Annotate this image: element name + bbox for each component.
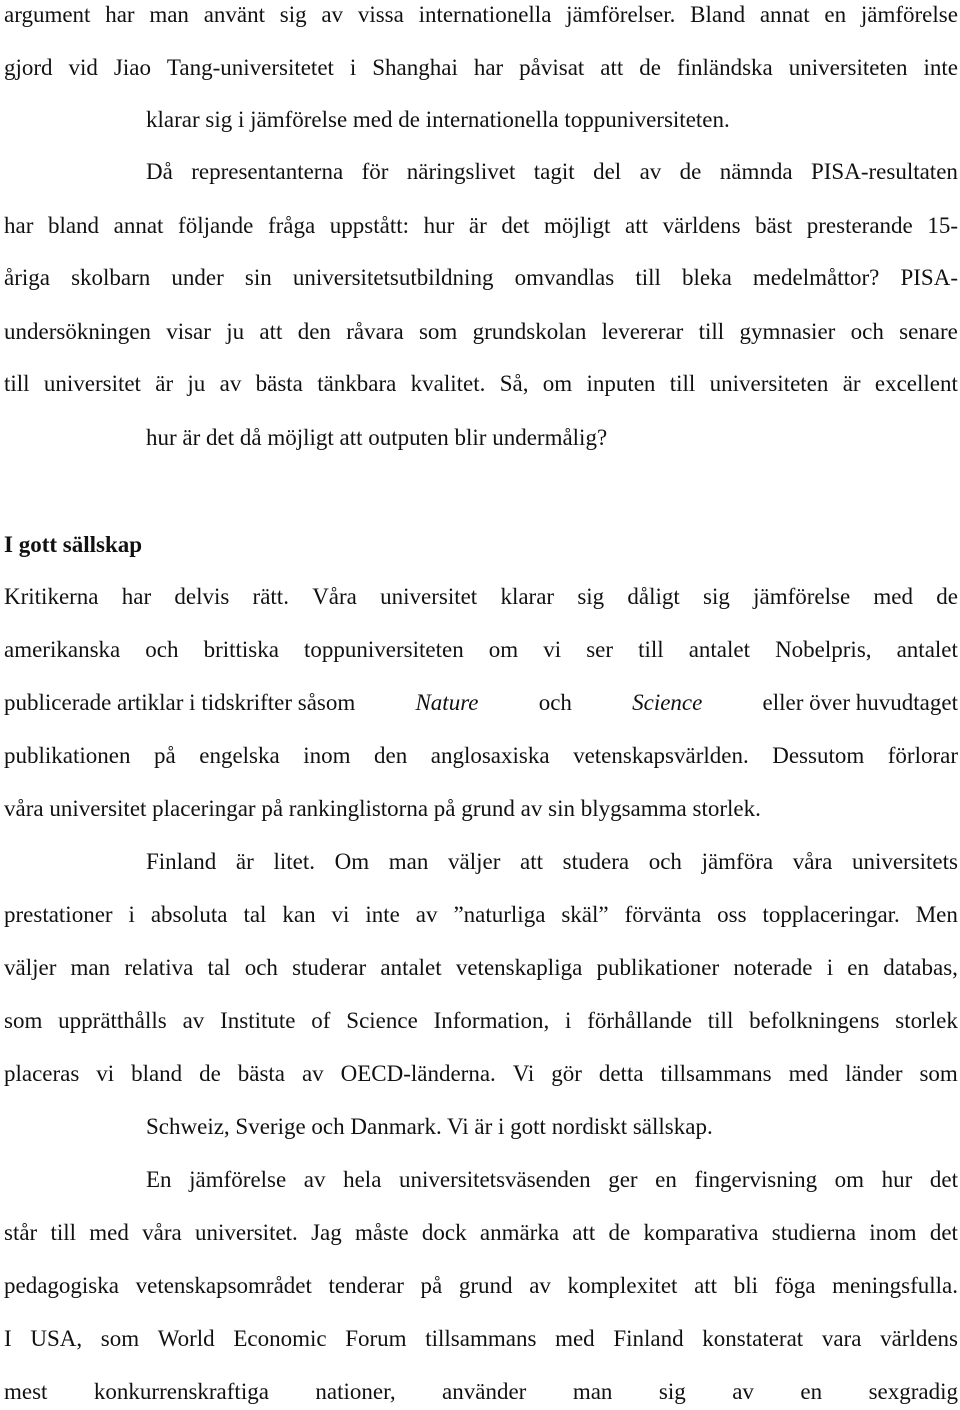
- paragraph-4-line-5: placeras vi bland de bästa av OECD-länderna. Vi gör detta tillsammans med länder som: [4, 1061, 958, 1086]
- paragraph-3-line-3: [4, 689, 958, 717]
- paragraph-4-line-1: Finland är litet. Om man väljer att studera och jämföra våra universitets: [146, 849, 958, 874]
- paragraph-4-line-3: väljer man relativa tal och studerar antalet vetenskapliga publikationer noterade i en databas,: [4, 955, 958, 980]
- paragraph-2-line-6: hur är det då möjligt att outputen blir undermålig?: [146, 425, 608, 450]
- paragraph-2-line-5: till universitet är ju av bästa tänkbara kvalitet. Så, om inputen till universiteten är excellent: [4, 371, 958, 396]
- paragraph-4-line-4: som upprätthålls av Institute of Science Information, i förhållande till befolkningens storlek: [4, 1008, 958, 1033]
- paragraph-3-line-5: våra universitet placeringar på rankinglistorna på grund av sin blygsamma storlek.: [4, 796, 761, 821]
- paragraph-1-line-1: argument har man använt sig av vissa internationella jämförelser. Bland annat en jämförelse: [4, 2, 958, 27]
- paragraph-3-line-1: Kritikerna har delvis rätt. Våra universitet klarar sig dåligt sig jämförelse med de: [4, 584, 958, 609]
- paragraph-5-line-4: I USA, som World Economic Forum tillsammans med Finland konstaterat vara världens: [4, 1326, 958, 1351]
- paragraph-2-line-1: Då representanterna för näringslivet tagit del av de nämnda PISA-resultaten: [146, 159, 958, 184]
- paragraph-1-line-3: klarar sig i jämförelse med de internationella toppuniversiteten.: [146, 107, 730, 132]
- paragraph-2-line-4: undersökningen visar ju att den råvara som grundskolan levererar till gymnasier och senare: [4, 319, 958, 344]
- paragraph-5-line-1: En jämförelse av hela universitetsväsenden ger en fingervisning om hur det: [146, 1167, 958, 1192]
- section-heading: I gott sällskap: [4, 532, 143, 557]
- paragraph-3-line-4: publikationen på engelska inom den anglosaxiska vetenskapsvärlden. Dessutom förlorar: [4, 743, 958, 768]
- paragraph-3-line-2: amerikanska och brittiska toppuniversiteten om vi ser till antalet Nobelpris, antalet: [4, 637, 958, 662]
- paragraph-3-line-3-pre: publicerade artiklar i tidskrifter såsom: [4, 690, 356, 715]
- paragraph-5-line-2: står till med våra universitet. Jag måste dock anmärka att de komparativa studierna inom det: [4, 1220, 958, 1245]
- paragraph-5-line-5: mest konkurrenskraftiga nationer, använder man sig av en sexgradig: [4, 1379, 958, 1404]
- journal-name-science: Science: [632, 690, 703, 715]
- journal-name-nature: Nature: [415, 690, 479, 715]
- paragraph-5-line-3: pedagogiska vetenskapsområdet tenderar på grund av komplexitet att bli föga meningsfulla.: [4, 1273, 958, 1298]
- paragraph-2-line-3: åriga skolbarn under sin universitetsutbildning omvandlas till bleka medelmåttor? PISA-: [4, 265, 958, 290]
- paragraph-3-line-3-mid: och: [538, 690, 572, 715]
- paragraph-1-line-2: gjord vid Jiao Tang-universitetet i Shanghai har påvisat att de finländska universiteten inte: [4, 55, 958, 80]
- paragraph-3-line-3-post: eller över huvudtaget: [762, 690, 958, 715]
- paragraph-4-line-6: Schweiz, Sverige och Danmark. Vi är i gott nordiskt sällskap.: [146, 1114, 713, 1139]
- paragraph-2-line-2: har bland annat följande fråga uppstått: hur är det möjligt att världens bäst presterande 15-: [4, 213, 958, 238]
- paragraph-4-line-2: prestationer i absoluta tal kan vi inte av ”naturliga skäl” förvänta oss topplaceringar. Men: [4, 902, 958, 927]
